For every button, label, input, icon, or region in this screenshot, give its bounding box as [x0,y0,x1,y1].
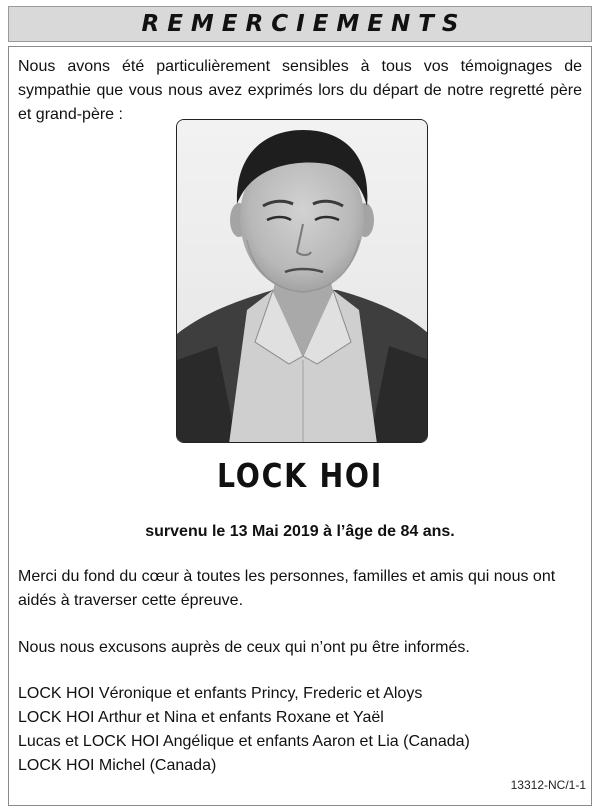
family-line: LOCK HOI Arthur et Nina et enfants Roxane et Yaël [18,709,384,726]
thanks-paragraph: Merci du fond du cœur à toutes les personnes, familles et amis qui nous ont aidés à traverser cette épreuve. [18,568,556,609]
deceased-name: LOCK HOI [216,456,384,495]
page-title: REMERCIEMENTS [141,11,467,37]
family-line: LOCK HOI Véronique et enfants Princy, Frederic et Aloys [18,685,423,702]
family-line: Lucas et LOCK HOI Angélique et enfants Aaron et Lia (Canada) [18,733,470,750]
family-list [18,682,582,778]
family-line: LOCK HOI Michel (Canada) [18,757,217,774]
intro-paragraph: Nous avons été particulièrement sensibles à tous vos témoignages de sympathie que vous nous avez exprimés lors du départ de notre regretté père et grand-père : [18,58,582,123]
apology-paragraph: Nous nous excusons auprès de ceux qui n’ont pu être informés. [18,639,470,656]
death-date-line: survenu le 13 Mai 2019 à l’âge de 84 ans. [145,523,455,540]
header-banner [8,6,592,42]
reference-code: 13312-NC/1-1 [510,778,586,792]
portrait-photo [176,119,428,443]
